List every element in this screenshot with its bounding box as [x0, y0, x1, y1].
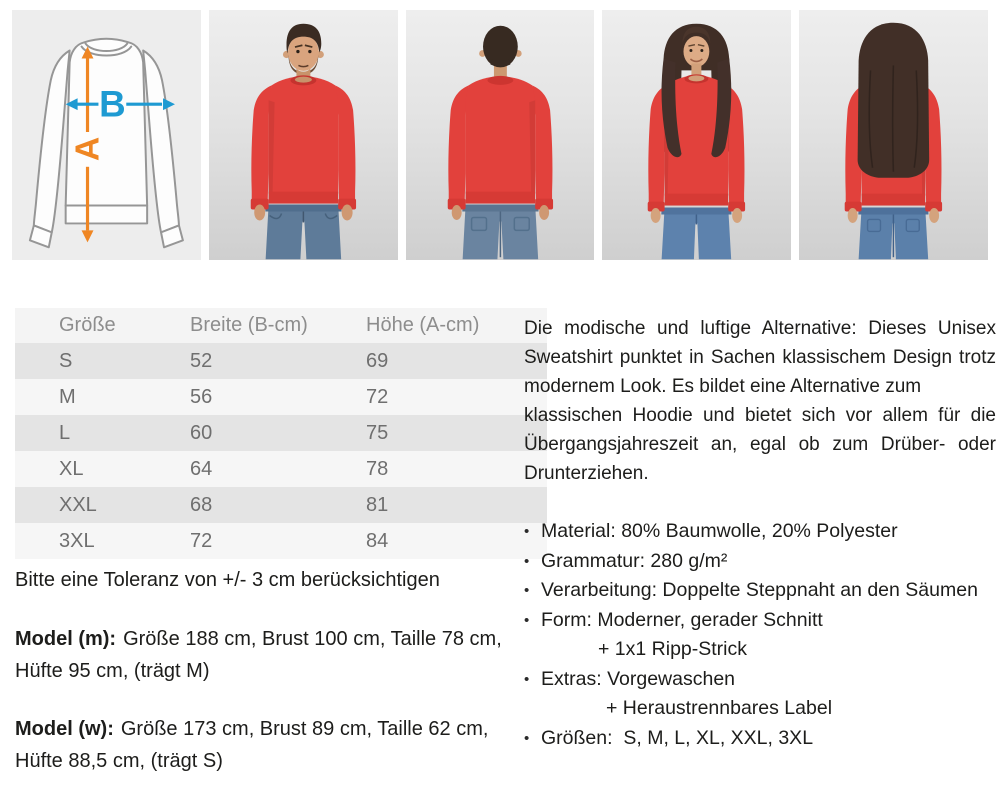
jeans	[462, 205, 538, 260]
model-m-info: Model (m): Größe 188 cm, Brust 100 cm, Taille 78 cm, Hüfte 95 cm, (trägt M)	[15, 628, 502, 682]
bullet-icon: •	[524, 552, 530, 570]
table-row-s: S 52 69	[15, 343, 547, 379]
feature-material: • Material: 80% Baumwolle, 20% Polyester	[524, 517, 996, 547]
product-description: Die modische und luftige Alternative: Dieses Unisex Sweatshirt punktet in Sachen klassischem Design trotz modernem Look. Es bildet eine Alternative zum klassischen Hoodie und bietet sich vor allem für die Übergangsjahreszeit an, egal ob zum Drüber- oder Drunterziehen.	[524, 318, 996, 484]
table-row-m: M 56 72	[15, 379, 547, 415]
product-details-section	[15, 308, 1000, 777]
feature-form: • Form: Moderner, gerader Schnitt	[524, 606, 996, 636]
feature-verarbeitung: • Verarbeitung: Doppelte Steppnaht an den Säumen	[524, 576, 996, 606]
head	[479, 26, 522, 79]
tolerance-note: Bitte eine Toleranz von +/- 3 cm berücksichtigen	[15, 569, 440, 591]
bullet-icon: •	[524, 611, 530, 629]
hair-back	[858, 23, 930, 178]
woman-back-illustration	[799, 10, 988, 260]
bullet-icon: •	[524, 523, 530, 540]
feature-form-extra: + 1x1 Ripp-Strick	[598, 638, 748, 660]
feature-grammatur: • Grammatur: 280 g/m²	[524, 547, 996, 577]
sweatshirt	[251, 75, 356, 209]
feature-groessen: • Größen: S, M, L, XL, XXL, 3XL	[524, 724, 996, 754]
photo-man-back	[406, 10, 595, 260]
model-w-info: Model (w): Größe 173 cm, Brust 89 cm, Taille 62 cm, Hüfte 88,5 cm, (trägt S)	[15, 718, 489, 772]
size-table	[15, 308, 547, 559]
table-row-l: L 60 75	[15, 415, 547, 451]
table-row-xxl: XXL 68 81	[15, 487, 547, 523]
size-table-header-breite: Breite (B-cm)	[190, 314, 308, 336]
photo-woman-back	[799, 10, 988, 260]
bullet-icon: •	[524, 729, 530, 747]
head	[283, 24, 324, 80]
feature-extras: • Extras: Vorgewaschen	[524, 665, 996, 695]
photo-man-front	[209, 10, 398, 260]
size-diagram-tile	[12, 10, 201, 260]
size-table-header-hoehe: Höhe (A-cm)	[366, 314, 480, 336]
size-guide-column	[15, 308, 503, 777]
table-row-3xl: 3XL 72 84	[15, 523, 547, 559]
jeans	[859, 208, 929, 260]
feature-extras-extra: + Heraustrennbares Label	[606, 697, 833, 719]
size-diagram	[12, 10, 201, 260]
model-m-label: Model (m):	[15, 628, 117, 650]
table-row-xl: XL 64 78	[15, 451, 547, 487]
jeans	[662, 208, 732, 260]
sweatshirt	[447, 76, 552, 210]
man-back-illustration	[406, 10, 595, 260]
model-w-label: Model (w):	[15, 718, 114, 740]
woman-front-illustration	[602, 10, 791, 260]
bullet-icon: •	[524, 670, 530, 688]
feature-list	[524, 517, 996, 753]
size-table-header-row	[15, 308, 547, 343]
jeans	[265, 205, 341, 260]
size-table-header-groesse: Größe	[59, 314, 116, 336]
product-image-strip	[12, 10, 988, 260]
man-front-illustration	[209, 10, 398, 260]
bullet-icon: •	[524, 582, 530, 599]
diagram-label-a: A	[68, 136, 107, 162]
product-detail-page	[0, 10, 1000, 802]
diagram-label-b: B	[99, 83, 126, 125]
description-column	[524, 308, 996, 777]
photo-woman-front	[602, 10, 791, 260]
